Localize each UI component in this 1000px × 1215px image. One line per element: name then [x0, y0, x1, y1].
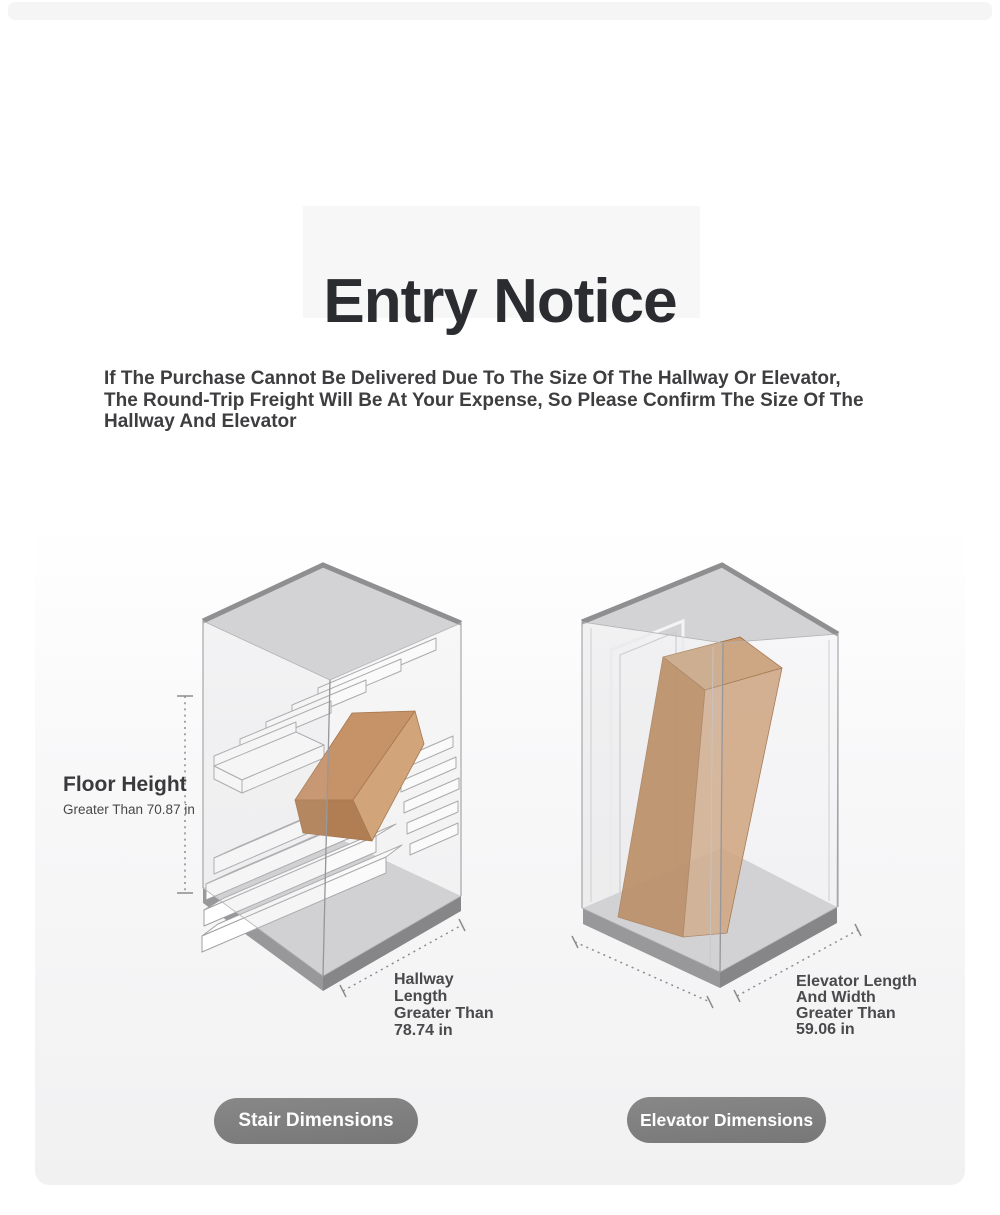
elevator-box-illustration	[572, 565, 861, 1008]
notice-line-2: The Round-Trip Freight Will Be At Your Expense, So Please Confirm The Size Of The	[104, 389, 864, 411]
elevator-dimensions-button[interactable]: Elevator Dimensions	[627, 1097, 826, 1143]
hallway-length-label: Hallway Length Greater Than 78.74 in	[394, 971, 494, 1039]
floor-height-value: Greater Than 70.87 in	[63, 802, 195, 817]
stair-glass-wall-right	[323, 623, 461, 976]
page-title: Entry Notice	[323, 266, 677, 336]
notice-text	[104, 368, 924, 433]
notice-line-3: Hallway And Elevator	[104, 411, 297, 433]
notice-line-1: If The Purchase Cannot Be Delivered Due To The Size Of The Hallway Or Elevator,	[104, 368, 841, 389]
dimension-diagrams-illustration	[35, 520, 965, 1185]
elevator-size-label: Elevator Length And Width Greater Than 59.06 in	[796, 973, 917, 1038]
stair-box-illustration	[177, 565, 465, 997]
floor-height-label: Floor Height	[63, 773, 187, 796]
stair-dimensions-button[interactable]: Stair Dimensions	[214, 1098, 418, 1144]
top-bar	[8, 2, 992, 20]
